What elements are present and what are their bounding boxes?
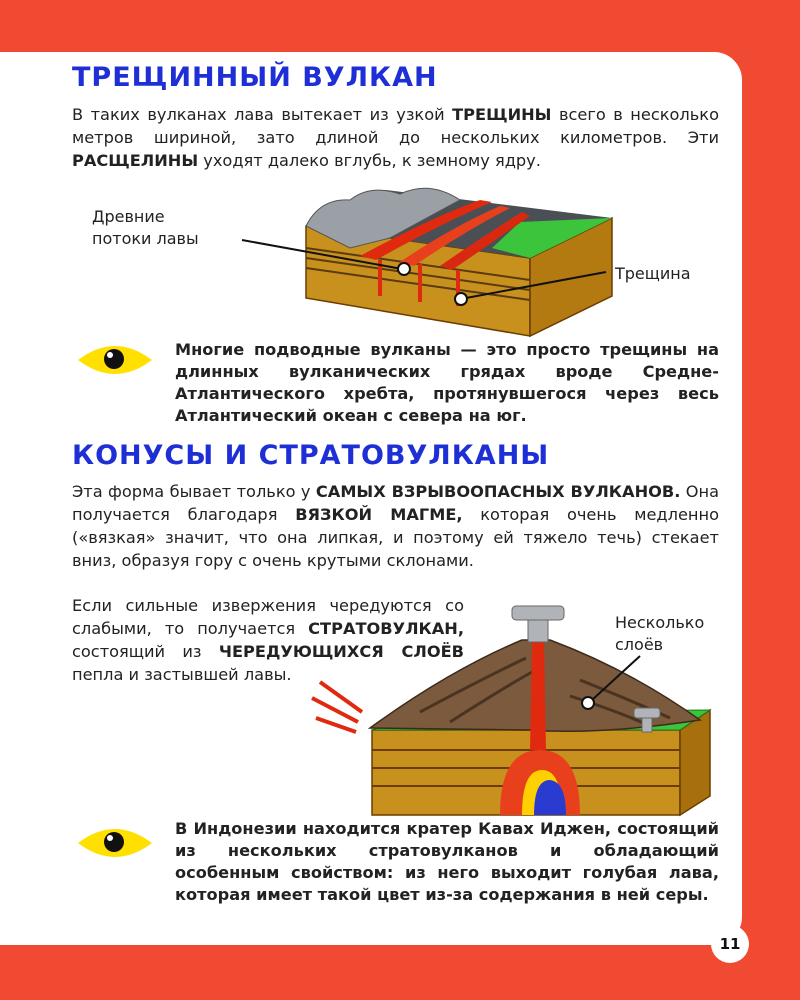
text-run: которая очень медленно («вязкая» значит, что она липкая, и поэтому ей тяжело течь) стекает вниз, образуя гору с очень крутыми склонами. <box>72 505 719 570</box>
small-plume <box>634 708 660 718</box>
bold-term: ЧЕРЕДУЮЩИХСЯ СЛОЁВ <box>218 642 464 661</box>
section-title-fissure-volcano: ТРЕЩИННЫЙ ВУЛКАН <box>72 62 438 93</box>
text-run: состоящий из <box>72 642 219 661</box>
pointer-marker <box>455 293 467 305</box>
small-plume <box>642 718 652 732</box>
pointer-marker <box>582 697 594 709</box>
label-line: потоки лавы <box>92 229 199 248</box>
text-run: пепла и застывшей лавы. <box>72 665 292 684</box>
bold-term: САМЫХ ВЗРЫВООПАСНЫХ ВУЛКАНОВ. <box>315 482 681 501</box>
fact-underwater-volcanoes: Многие подводные вулканы — это просто трещины на длинных вулканических грядах вроде Средне-Атлантического хребта, протянувшегося через весь Атлантический океан с севера на юг. <box>175 340 719 425</box>
pointer-marker <box>398 263 410 275</box>
cones-paragraph <box>72 480 719 572</box>
ash-plume <box>512 606 564 620</box>
magma-conduit <box>530 638 546 750</box>
eye-icon <box>76 823 154 863</box>
label-ancient-lava-flows <box>92 206 199 250</box>
label-line: Несколько <box>615 613 705 632</box>
text-run: всего в несколько метров шириной, зато длиной до нескольких километров. Эти <box>72 105 719 147</box>
fissure-paragraph <box>72 103 719 172</box>
label-line: Древние <box>92 207 165 226</box>
bold-term: ВЯЗКОЙ МАГМЕ, <box>295 505 463 524</box>
page-number: 11 <box>711 925 749 963</box>
fissure-volcano-illustration <box>230 178 620 338</box>
ash-plume <box>528 620 548 642</box>
text-run: Она получается благодаря <box>72 482 720 524</box>
eye-icon <box>76 340 154 380</box>
section-title-cones-stratovolcanoes: КОНУСЫ И СТРАТОВУЛКАНЫ <box>72 440 550 471</box>
bold-term: СТРАТОВУЛКАН, <box>308 619 464 638</box>
text-run: Эта форма бывает только у <box>72 482 316 501</box>
eruption-lines <box>312 682 362 732</box>
label-line: слоёв <box>615 635 664 654</box>
text-run: Если сильные извержения чередуются со слабыми, то получается <box>72 596 464 638</box>
text-run: уходят далеко вглубь, к земному ядру. <box>198 151 541 170</box>
fact-kawah-ijen: В Индонезии находится кратер Кавах Иджен, состоящий из нескольких стратовулканов и обладающий особенным свойством: из него выходит голубая лава, которая имеет такой цвет из-за содержания в ней серы. <box>175 819 719 904</box>
bold-term: ТРЕЩИНЫ <box>452 105 552 124</box>
text-run: В таких вулканах лава вытекает из узкой <box>72 105 453 124</box>
label-crack: Трещина <box>615 264 691 283</box>
stratovolcano-illustration <box>300 600 720 820</box>
bold-term: РАСЩЕЛИНЫ <box>72 151 199 170</box>
